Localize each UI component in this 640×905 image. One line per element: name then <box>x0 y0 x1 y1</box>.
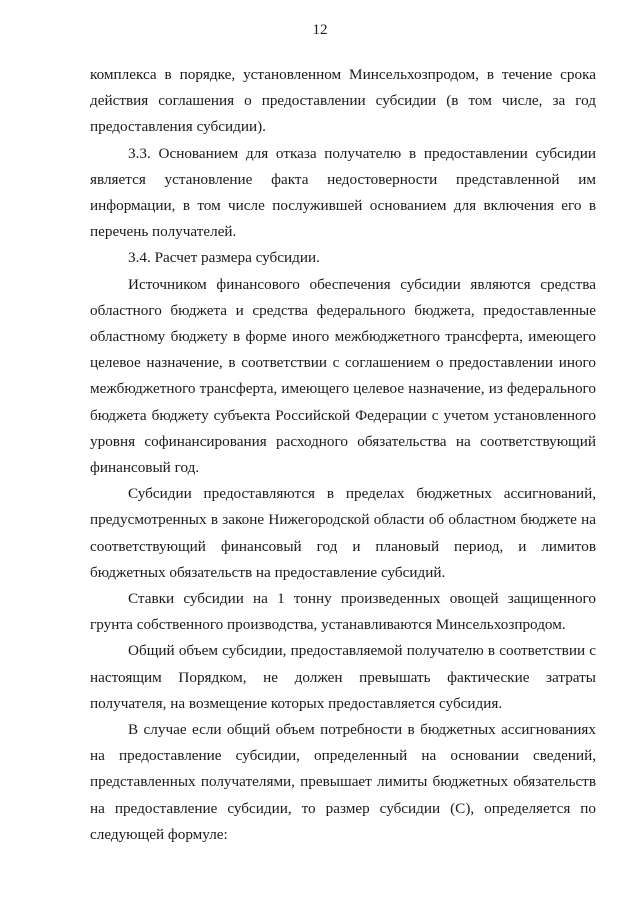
page-number: 12 <box>312 22 328 38</box>
paragraph-3-3: 3.3. Основанием для отказа получателю в предоставлении субсидии является установление факта недостоверности представленной им информации, в том числе послужившей основанием для включения его в перечень получателей. <box>90 144 596 241</box>
paragraph-subsidy-rates: Ставки субсидии на 1 тонну произведенных овощей защищенного грунта собственного производства, устанавливаются Минсельхозпродом. <box>90 590 596 634</box>
paragraph-budget-limits: Субсидии предоставляются в пределах бюджетных ассигнований, предусмотренных в законе Нижегородской области об областном бюджете на соответствующий финансовый год и плановый период, и лимитов бюджетных обязательств на предоставление субсидий. <box>90 485 596 581</box>
document-body <box>90 62 596 848</box>
paragraph-total-amount: Общий объем субсидии, предоставляемой получателю в соответствии с настоящим Порядком, не должен превышать фактические затраты получателя, на возмещение которых предоставляется субсидия. <box>90 642 596 712</box>
paragraph-funding-source: Источником финансового обеспечения субсидии являются средства областного бюджета и средства федерального бюджета, предоставленные областному бюджету в форме иного межбюджетного трансферта, имеющего целевое назначение, в соответствии с соглашением о предоставлении иного межбюджетного трансферта, имеющего целевое назначение, из федерального бюджета бюджету субъекта Российской Федерации с учетом установленного уровня софинансирования расходного обязательства на соответствующий финансовый год. <box>90 275 596 477</box>
paragraph-continuation: комплекса в порядке, установленном Минсельхозпродом, в течение срока действия соглашения о предоставлении субсидии (в том числе, за год предоставления субсидии). <box>90 66 596 136</box>
paragraph-3-4-heading: 3.4. Расчет размера субсидии. <box>128 249 320 267</box>
paragraph-formula-intro: В случае если общий объем потребности в бюджетных ассигнованиях на предоставление субсидии, определенный на основании сведений, представленных получателями, превышает лимиты бюджетных обязательств на предоставление субсидии, то размер субсидии (С), определяется по следующей формуле: <box>90 721 596 843</box>
